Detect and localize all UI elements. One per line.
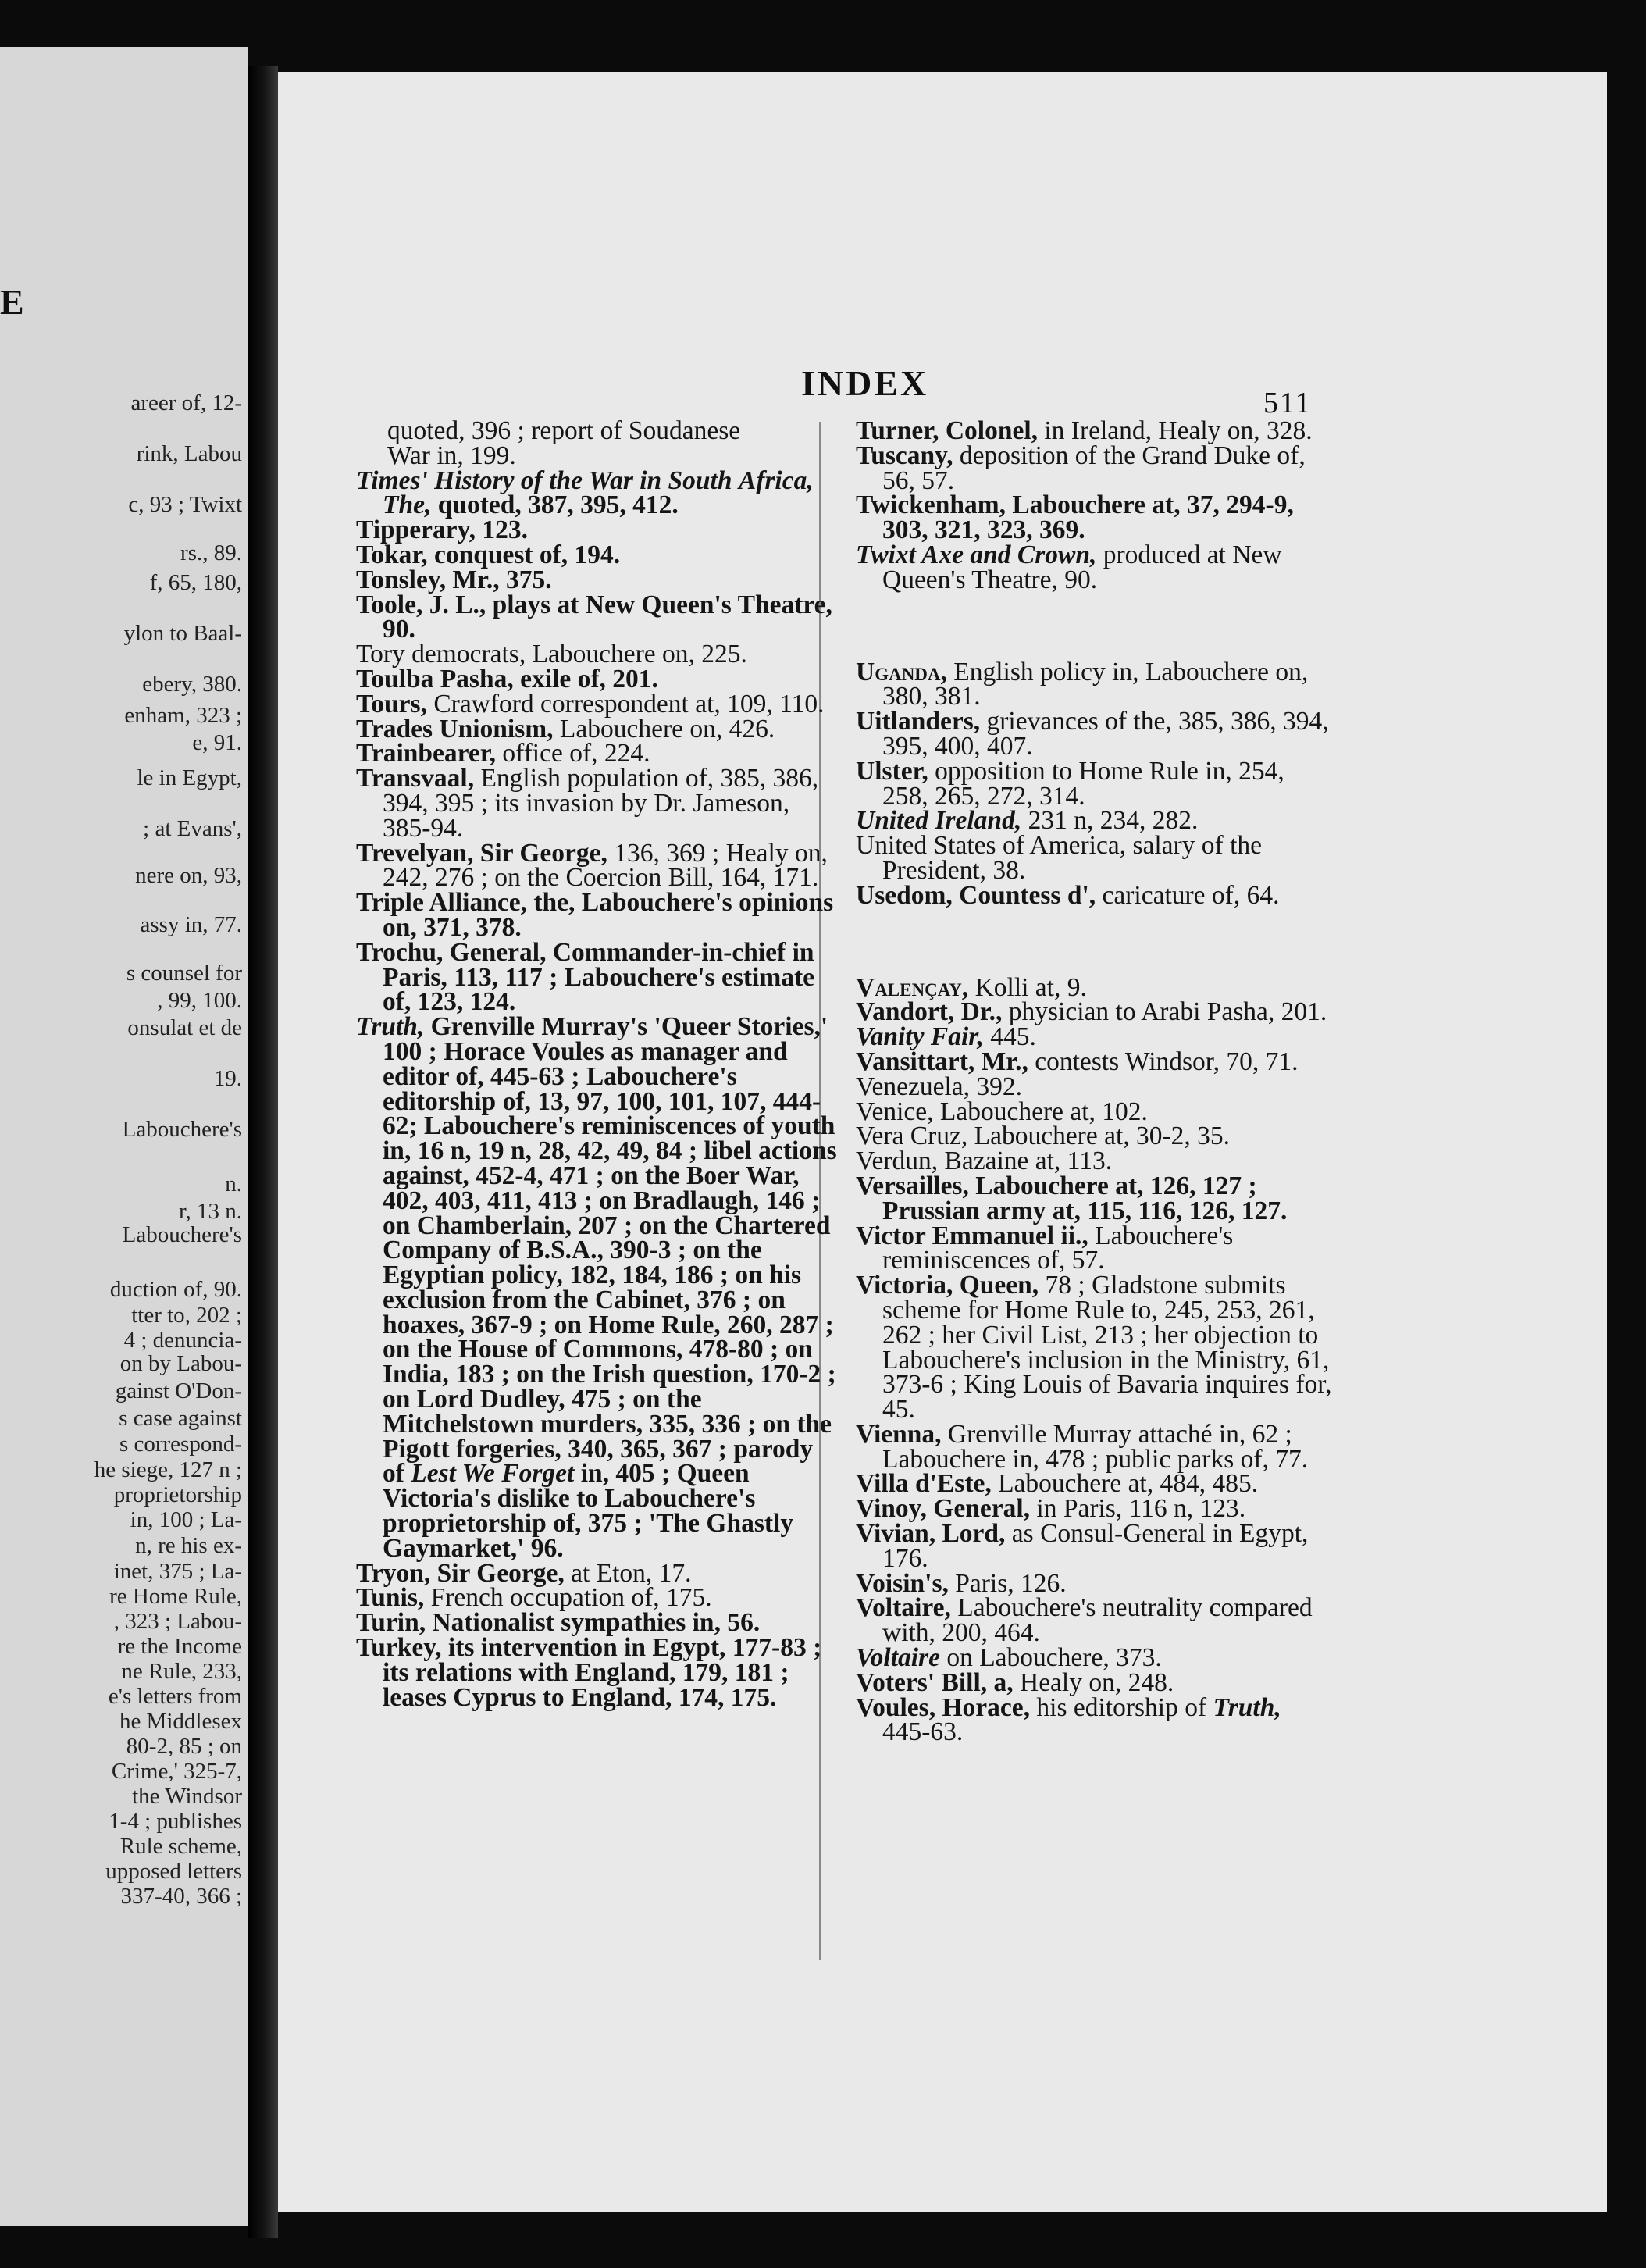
previous-page-line: Rule scheme, xyxy=(119,1834,242,1859)
previous-page-line: 80-2, 85 ; on xyxy=(126,1734,242,1759)
page-number: 511 xyxy=(1263,387,1312,419)
previous-page-line: Labouchere's xyxy=(122,1117,242,1142)
index-entry: Vansittart, Mr., contests Windsor, 70, 71. xyxy=(856,1047,1299,1076)
previous-page-line: enham, 323 ; xyxy=(124,703,242,728)
previous-page-line: duction of, 90. xyxy=(109,1277,242,1302)
previous-page-line: tter to, 202 ; xyxy=(131,1303,242,1328)
previous-page-line: c, 93 ; Twixt xyxy=(128,492,242,517)
previous-page-line: le in Egypt, xyxy=(137,765,242,790)
previous-page-line: proprietorship xyxy=(113,1482,242,1507)
previous-page-line: assy in, 77. xyxy=(140,912,242,937)
previous-page-edge xyxy=(0,47,248,2226)
index-entry: Toulba Pasha, exile of, 201. xyxy=(356,664,658,694)
index-entry: Tunis, French occupation of, 175. xyxy=(356,1583,712,1613)
index-entry: Victor Emmanuel ii., Labouchere's reminiscences of, 57. xyxy=(856,1221,1234,1275)
previous-page-line: Labouchere's xyxy=(122,1222,242,1247)
index-column-left xyxy=(356,416,840,1712)
index-entry: Trochu, General, Commander-in-chief in Paris, 113, 117 ; Labouchere's estimate of, 123, 124. xyxy=(356,937,815,1017)
index-entry: Versailles, Labouchere at, 126, 127 ; Prussian army at, 115, 116, 126, 127. xyxy=(856,1171,1288,1225)
index-entry: Tokar, conquest of, 194. xyxy=(356,540,621,569)
index-entry: Transvaal, English population of, 385, 386, 394, 395 ; its invasion by Dr. Jameson, 385-94. xyxy=(356,764,819,843)
previous-page-line: 1-4 ; publishes xyxy=(109,1809,242,1834)
page-header xyxy=(278,292,1607,419)
previous-page-line: upposed letters xyxy=(105,1859,242,1884)
previous-page-line: the Windsor xyxy=(132,1784,242,1809)
previous-page-line: gainst O'Don- xyxy=(115,1378,242,1403)
index-entry: Vanity Fair, 445. xyxy=(856,1022,1036,1052)
previous-page-line: f, 65, 180, xyxy=(149,570,242,595)
index-entry: Tipperary, 123. xyxy=(356,515,528,545)
index-entry: Vandort, Dr., physician to Arabi Pasha, 201. xyxy=(856,997,1327,1027)
index-column-right xyxy=(856,416,1332,1747)
previous-page-line: re Home Rule, xyxy=(109,1584,242,1609)
previous-page-line: areer of, 12- xyxy=(130,390,242,415)
index-entry: War in, 199. xyxy=(387,440,516,470)
index-entry: Villa d'Este, Labouchere at, 484, 485. xyxy=(856,1469,1259,1499)
index-entry: Tuscany, deposition of the Grand Duke of, 56, 57. xyxy=(856,440,1306,495)
previous-page-line: rink, Labou xyxy=(136,441,242,466)
index-entry: Trades Unionism, Labouchere on, 426. xyxy=(356,714,775,744)
index-entry: Valençay, Kolli at, 9. xyxy=(856,972,1087,1002)
previous-page-heading: E xyxy=(0,282,24,322)
previous-page-line: e's letters from xyxy=(108,1684,242,1709)
previous-page-line: Crime,' 325-7, xyxy=(111,1759,242,1784)
index-entry: United States of America, salary of the President, 38. xyxy=(856,831,1263,885)
previous-page-line: ylon to Baal- xyxy=(123,621,242,646)
previous-page-line: s case against xyxy=(119,1406,242,1431)
index-entry: Tryon, Sir George, at Eton, 17. xyxy=(356,1558,692,1588)
previous-page-line: 19. xyxy=(213,1066,242,1091)
index-entry: Turner, Colonel, in Ireland, Healy on, 328. xyxy=(856,416,1313,445)
index-entry: Triple Alliance, the, Labouchere's opinions on, 371, 378. xyxy=(356,888,834,942)
index-entry: Vinoy, General, in Paris, 116 n, 123. xyxy=(856,1494,1246,1524)
index-entry: Vienna, Grenville Murray attaché in, 62 ; Labouchere in, 478 ; public parks of, 77. xyxy=(856,1419,1309,1474)
previous-page-line: , 323 ; Labou- xyxy=(113,1609,242,1634)
book-gutter xyxy=(248,66,278,2238)
index-entry: Victoria, Queen, 78 ; Gladstone submits scheme for Home Rule to, 245, 253, 261, 262 ; her Civil List, 213 ; her objection to Labouchere's inclusion in the Ministry, 61, 373-6 ; King Louis of Bavaria inquires for, 45. xyxy=(856,1271,1332,1425)
previous-page-line: ne Rule, 233, xyxy=(121,1659,242,1684)
index-entry: Verdun, Bazaine at, 113. xyxy=(856,1146,1113,1176)
previous-page-line: inet, 375 ; La- xyxy=(113,1559,242,1584)
index-entry: Tory democrats, Labouchere on, 225. xyxy=(356,640,747,669)
index-entry: Voltaire, Labouchere's neutrality compared with, 200, 464. xyxy=(856,1593,1313,1648)
index-entry: Ulster, opposition to Home Rule in, 254, 258, 265, 272, 314. xyxy=(856,756,1284,811)
index-entry: Tonsley, Mr., 375. xyxy=(356,565,552,594)
previous-page-line: e, 91. xyxy=(192,730,242,755)
letter-section-gap xyxy=(856,908,1332,975)
index-entry: Trevelyan, Sir George, 136, 369 ; Healy on, 242, 276 ; on the Coercion Bill, 164, 171. xyxy=(356,838,828,893)
index-entry: United Ireland, 231 n, 234, 282. xyxy=(856,806,1199,836)
previous-page-line: re the Income xyxy=(117,1634,242,1659)
letter-section-gap xyxy=(856,593,1332,660)
previous-page-line: ; at Evans', xyxy=(143,816,242,841)
previous-page-line: n, re his ex- xyxy=(135,1533,242,1558)
index-entry: Turkey, its intervention in Egypt, 177-83 ; its relations with England, 179, 181 ; leases Cyprus to England, 174, 175. xyxy=(356,1633,822,1712)
previous-page-line: 4 ; denuncia- xyxy=(123,1328,242,1353)
previous-page-line: he siege, 127 n ; xyxy=(94,1457,242,1482)
index-entry: Voters' Bill, a, Healy on, 248. xyxy=(856,1667,1174,1697)
index-entry: Truth, Grenville Murray's 'Queer Stories,' 100 ; Horace Voules as manager and editor of, 445-63 ; Labouchere's editorship of, 13, 97, 100, 101, 107, 444-62; Labouchere's reminiscences of youth in, 16 n, 19 n, 28, 42, 49, 84 ; libel actions against, 452-4, 471 ; on the Boer War, 402, 403, 411, 413 ; on Bradlaugh, 146 ; on Chamberlain, 207 ; on the Chartered Company of B.S.A., 390-3 ; on the Egyptian policy, 182, 184, 186 ; on his exclusion from the Cabinet, 376 ; on hoaxes, 367-9 ; on Home Rule, 260, 287 ; on the House of Commons, 478-80 ; on India, 183 ; on the Irish question, 170-2 ; on Lord Dudley, 475 ; on the Mitchelstown murders, 335, 336 ; on the Pigott forgeries, 340, 365, 367 ; parody of Lest We Forget in, 405 ; Queen Victoria's dislike to Labouchere's proprietorship of, 375 ; 'The Ghastly Gaymarket,' 96. xyxy=(356,1012,837,1563)
index-entry: Uitlanders, grievances of the, 385, 386, 394, 395, 400, 407. xyxy=(856,707,1329,761)
index-entry: Vera Cruz, Labouchere at, 30-2, 35. xyxy=(856,1122,1231,1151)
previous-page-line: s counsel for xyxy=(126,961,242,986)
index-entry: Usedom, Countess d', caricature of, 64. xyxy=(856,880,1280,910)
previous-page-line: , 99, 100. xyxy=(157,988,242,1013)
previous-page-line: in, 100 ; La- xyxy=(130,1507,242,1532)
previous-page-line: nere on, 93, xyxy=(135,863,242,888)
previous-page-line: 337-40, 366 ; xyxy=(120,1884,242,1909)
previous-page-line: on by Labou- xyxy=(119,1351,242,1376)
running-head: INDEX xyxy=(801,363,929,403)
index-entry: Vivian, Lord, as Consul-General in Egypt, 176. xyxy=(856,1519,1309,1573)
index-entry: Tours, Crawford correspondent at, 109, 110. xyxy=(356,689,825,719)
index-entry: Twickenham, Labouchere at, 37, 294-9, 303, 321, 323, 369. xyxy=(856,490,1294,545)
index-entry: Turin, Nationalist sympathies in, 56. xyxy=(356,1608,761,1638)
index-entry: Times' History of the War in South Africa, The, quoted, 387, 395, 412. xyxy=(356,465,814,520)
index-entry: Venezuela, 392. xyxy=(856,1072,1023,1101)
previous-page-line: ebery, 380. xyxy=(142,672,242,697)
index-entry: Voltaire on Labouchere, 373. xyxy=(856,1643,1162,1673)
previous-page-line: he Middlesex xyxy=(119,1709,242,1734)
index-entry: quoted, 396 ; report of Soudanese xyxy=(387,416,741,445)
index-entry: Voisin's, Paris, 126. xyxy=(856,1568,1067,1598)
index-entry: Trainbearer, office of, 224. xyxy=(356,739,650,768)
previous-page-line: rs., 89. xyxy=(180,540,242,565)
index-entry: Voules, Horace, his editorship of Truth, 445-63. xyxy=(856,1692,1281,1747)
previous-page-line: s correspond- xyxy=(119,1432,242,1457)
previous-page-line: r, 13 n. xyxy=(179,1199,242,1224)
previous-page-line: onsulat et de xyxy=(127,1015,242,1040)
index-entry: Twixt Axe and Crown, produced at New Queen's Theatre, 90. xyxy=(856,540,1282,594)
index-entry: Uganda, English policy in, Labouchere on, 380, 381. xyxy=(856,657,1309,711)
index-page xyxy=(278,72,1607,2212)
previous-page-line: n. xyxy=(225,1171,242,1196)
index-entry: Venice, Labouchere at, 102. xyxy=(856,1097,1148,1126)
index-entry: Toole, J. L., plays at New Queen's Theatre, 90. xyxy=(356,590,832,644)
